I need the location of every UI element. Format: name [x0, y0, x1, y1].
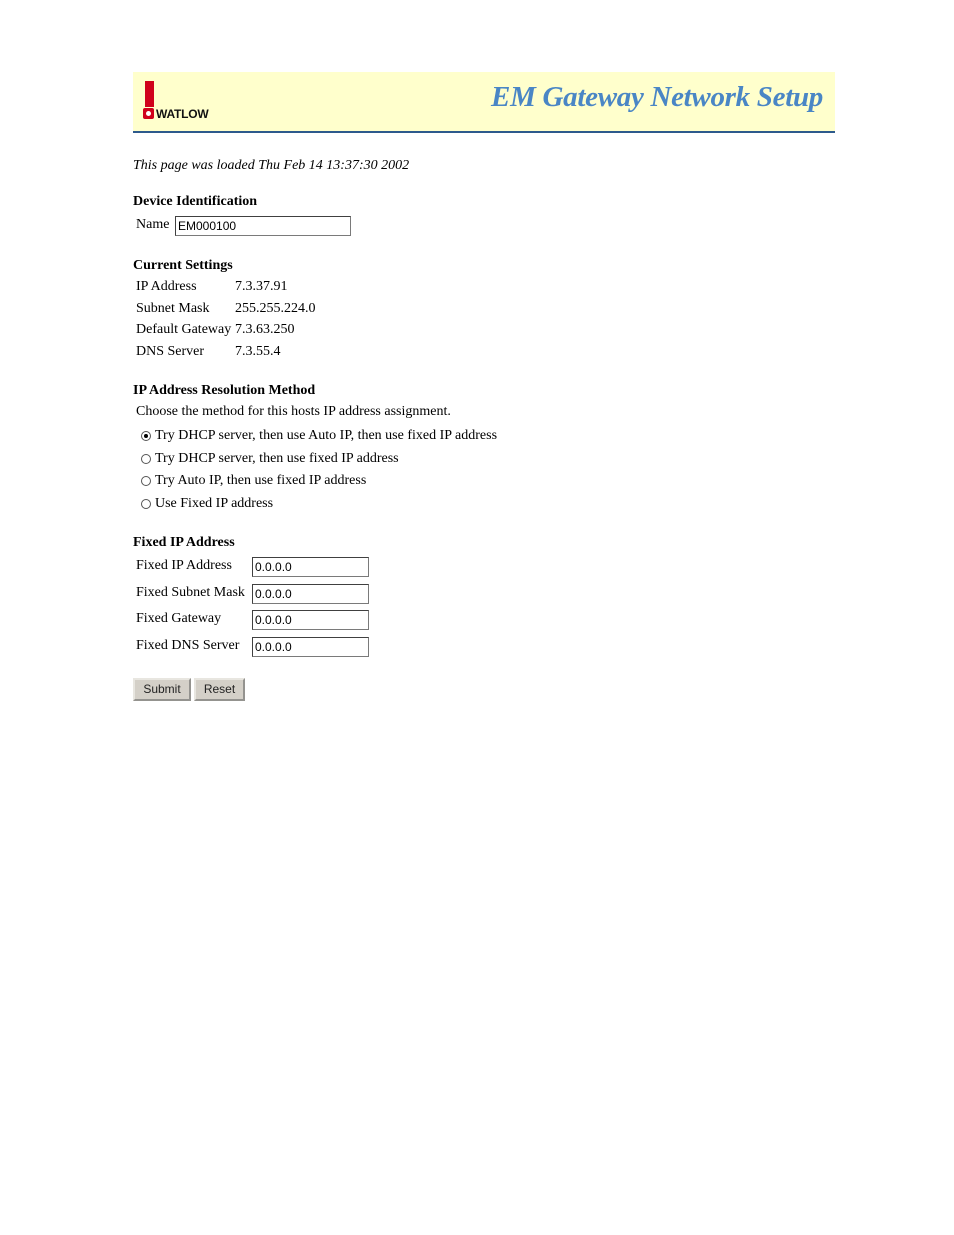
name-label: Name	[136, 217, 170, 232]
resolution-method-heading: IP Address Resolution Method	[133, 383, 316, 398]
current-settings-heading: Current Settings	[133, 258, 233, 273]
radio-button[interactable]	[141, 454, 151, 464]
resolution-option[interactable]	[141, 496, 273, 512]
resolution-option[interactable]	[141, 428, 497, 444]
fixed-ip-field-label: Fixed DNS Server	[136, 637, 240, 653]
resolution-option-label: Try DHCP server, then use Auto IP, then use fixed IP address	[155, 428, 498, 443]
watlow-logo	[142, 81, 222, 121]
current-setting-value: 7.3.55.4	[235, 344, 281, 360]
current-setting-label: IP Address	[136, 279, 197, 294]
page-title: EM Gateway Network Setup	[491, 81, 823, 113]
resolution-option-label: Try Auto IP, then use fixed IP address	[155, 473, 367, 489]
current-setting-value: 7.3.37.91	[235, 279, 288, 294]
fixed-ip-field-label: Fixed Subnet Mask	[136, 584, 245, 600]
radio-button[interactable]	[141, 431, 151, 441]
logo-bar-icon	[145, 81, 154, 107]
resolution-option[interactable]	[141, 473, 366, 489]
current-setting-label: DNS Server	[136, 344, 205, 360]
current-setting-label: Subnet Mask	[136, 300, 210, 316]
fixed-ip-field-input[interactable]	[252, 584, 369, 604]
logo-mark-icon	[143, 108, 154, 119]
radio-button[interactable]	[141, 476, 151, 486]
fixed-ip-field-input[interactable]	[252, 610, 369, 630]
resolution-description: Choose the method for this hosts IP address assignment.	[136, 404, 451, 419]
current-setting-value: 7.3.63.250	[235, 322, 295, 338]
fixed-ip-field-input[interactable]	[252, 557, 369, 577]
fixed-ip-field-label: Fixed Gateway	[136, 611, 222, 626]
fixed-ip-heading: Fixed IP Address	[133, 535, 235, 550]
fixed-ip-field-input[interactable]	[252, 637, 369, 657]
loaded-timestamp: This page was loaded Thu Feb 14 13:37:30 2002	[133, 158, 410, 173]
header-banner	[133, 72, 835, 133]
page-container	[133, 72, 835, 696]
logo-text: WATLOW	[156, 107, 209, 121]
resolution-option[interactable]	[141, 451, 399, 467]
reset-button[interactable]: Reset	[194, 678, 245, 701]
resolution-option-label: Try DHCP server, then use fixed IP address	[155, 450, 399, 466]
device-identification-heading: Device Identification	[133, 194, 258, 209]
fixed-ip-field-label: Fixed IP Address	[136, 558, 232, 573]
current-setting-value: 255.255.224.0	[235, 300, 316, 316]
radio-button[interactable]	[141, 499, 151, 509]
device-name-input[interactable]	[175, 216, 351, 236]
resolution-option-label: Use Fixed IP address	[155, 496, 274, 512]
current-setting-label: Default Gateway	[136, 322, 232, 338]
submit-button[interactable]: Submit	[133, 678, 191, 701]
